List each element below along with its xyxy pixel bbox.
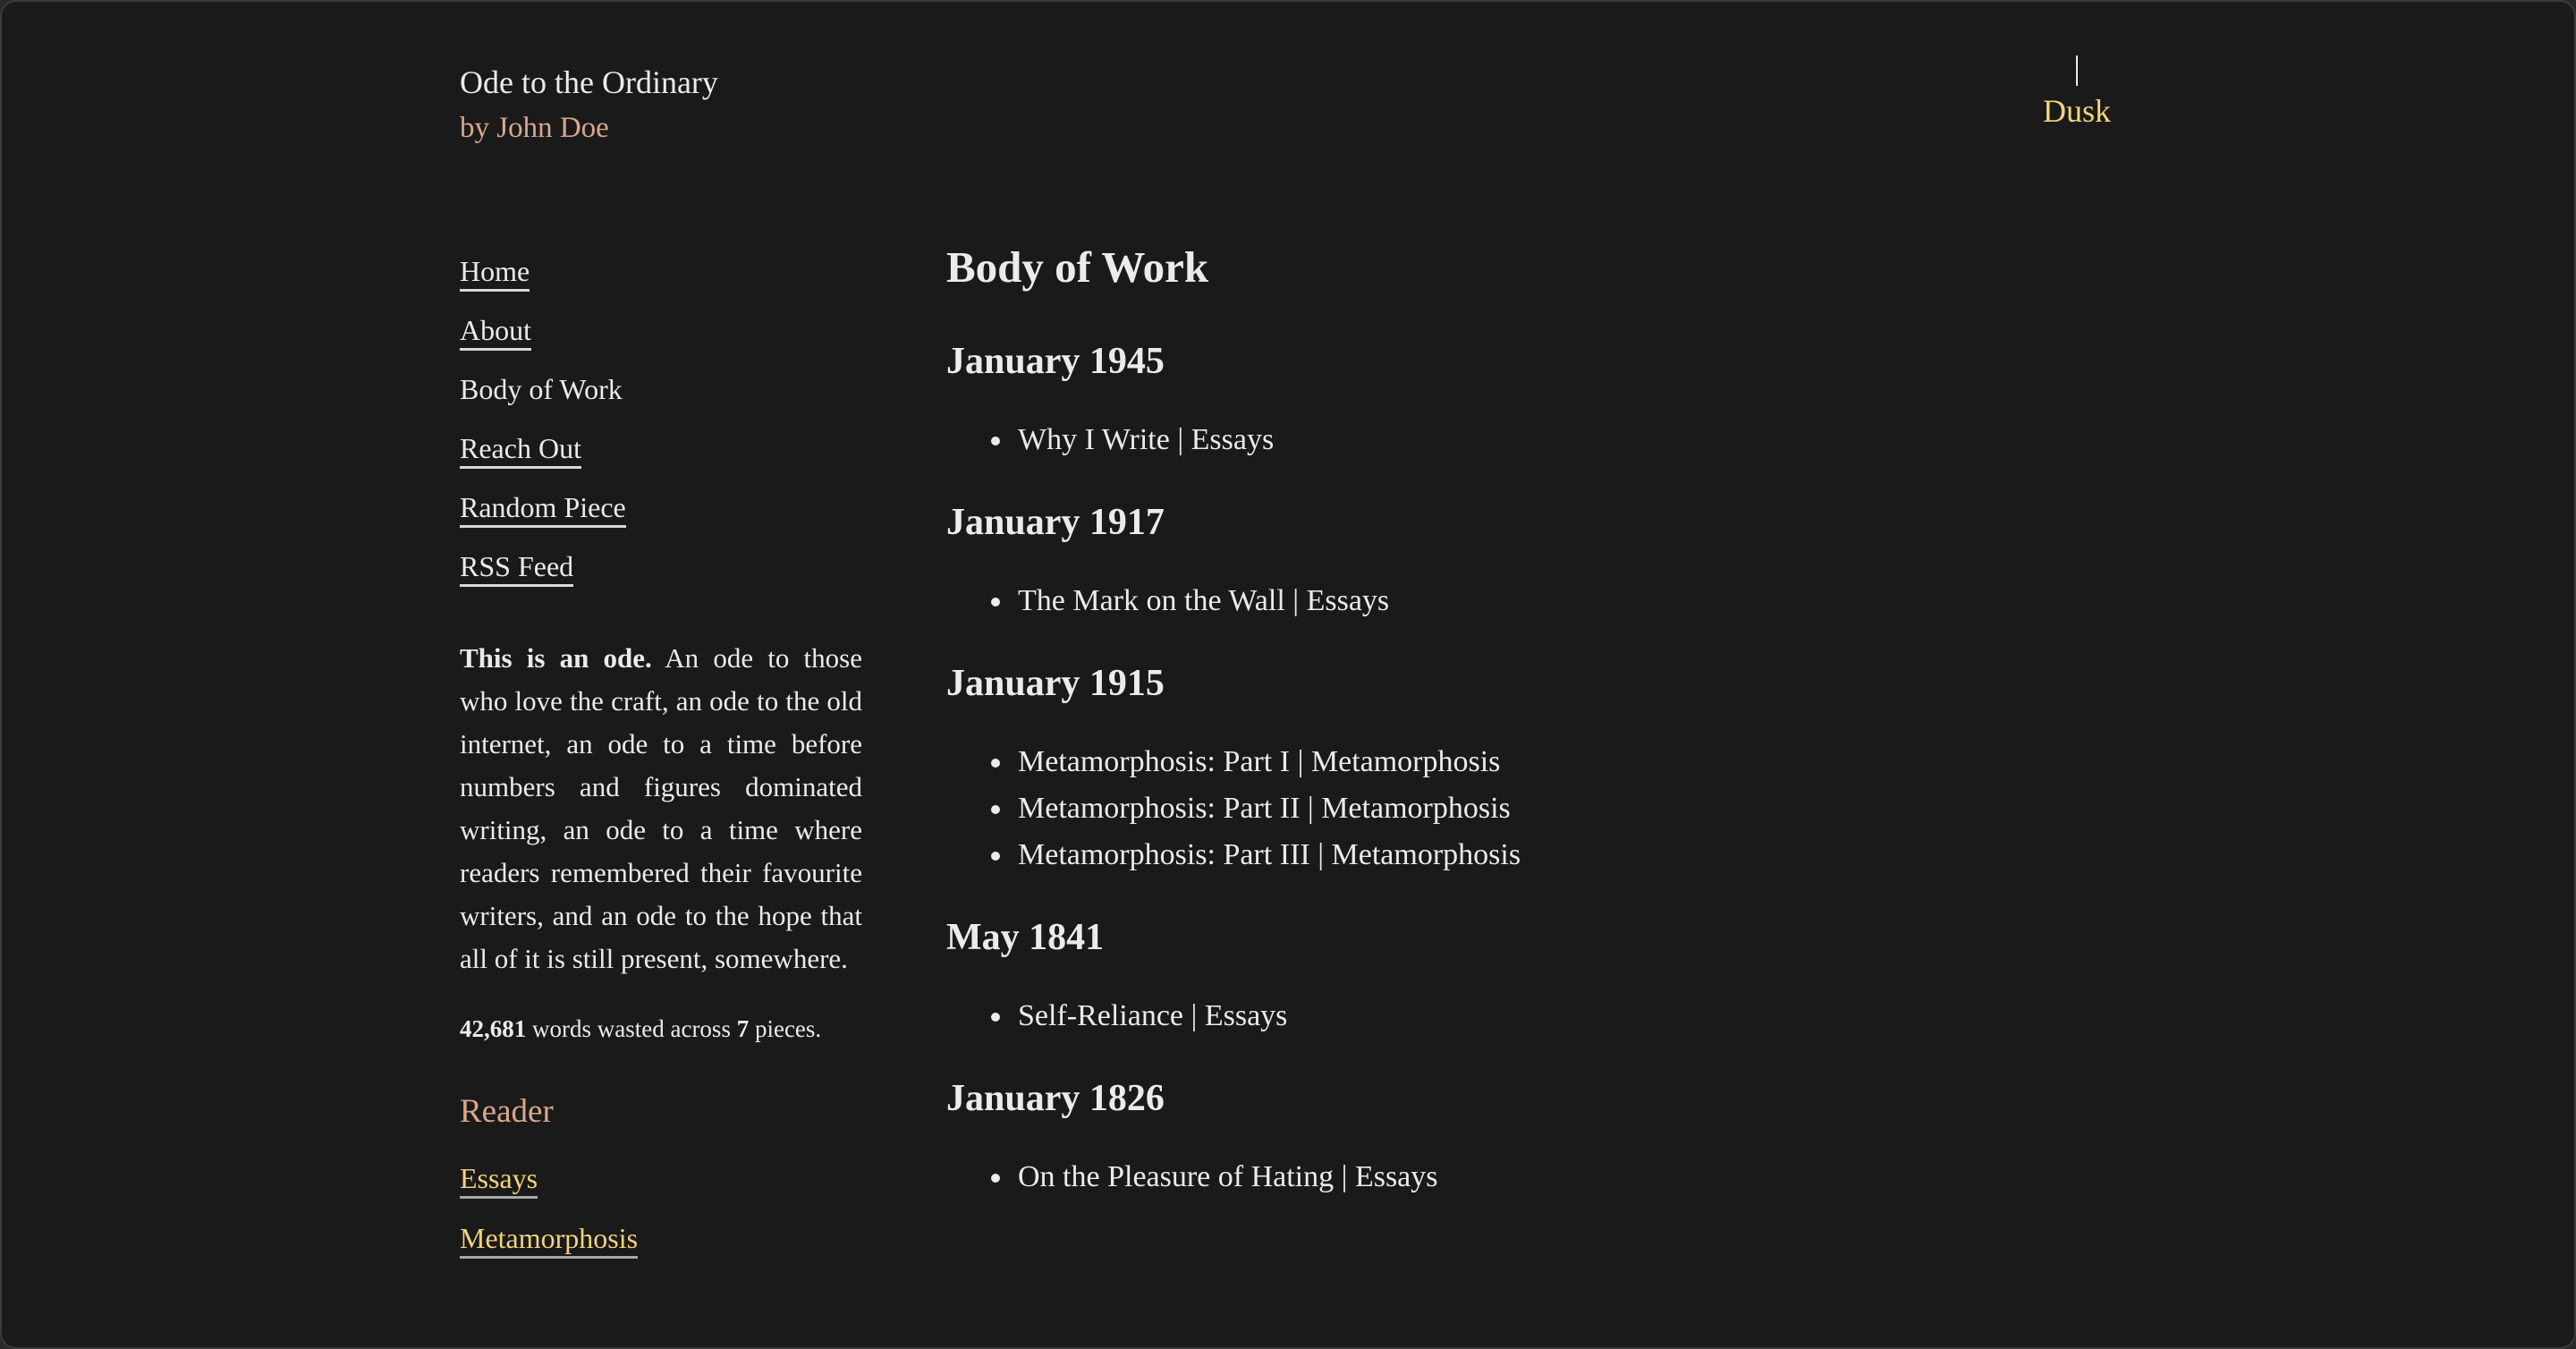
stats-suffix-text: pieces. (749, 1015, 822, 1042)
list-item (1018, 832, 2109, 878)
entry-list (946, 993, 2109, 1039)
list-item (1018, 739, 2109, 785)
sidebar (460, 247, 862, 1274)
nav-item-about (460, 306, 862, 365)
theme-toggle-button[interactable]: Dusk (2042, 93, 2111, 129)
list-item (1018, 785, 2109, 832)
entry-list (946, 417, 2109, 463)
reader-list (460, 1154, 862, 1274)
entry-list (946, 739, 2109, 878)
nav-link-body-of-work[interactable]: Body of Work (460, 373, 623, 405)
intro-text: An ode to those who love the craft, an ode to the old internet, an ode to a time before numbers and figures dominated writing, an ode to a time where readers remembered their favourite writers, and an ode to the hope that all of it is still present, somewhere. (460, 642, 862, 974)
entry-link[interactable]: Metamorphosis: Part III | Metamorphosis (1018, 838, 1521, 871)
intro-paragraph (460, 637, 862, 980)
entry-link[interactable]: On the Pleasure of Hating | Essays (1018, 1160, 1438, 1193)
date-group (946, 1072, 2109, 1201)
entry-link[interactable]: Why I Write | Essays (1018, 423, 1275, 456)
entry-link[interactable]: Metamorphosis: Part I | Metamorphosis (1018, 745, 1501, 778)
entry-link[interactable]: Self-Reliance | Essays (1018, 999, 1288, 1032)
date-heading: January 1917 (946, 502, 1165, 543)
date-heading: January 1826 (946, 1078, 1165, 1119)
nav-item-random-piece (460, 483, 862, 542)
list-item (1018, 993, 2109, 1039)
word-count: 42,681 (460, 1015, 527, 1042)
list-item (1018, 1154, 2109, 1201)
list-item (1018, 417, 2109, 463)
nav-menu (460, 247, 862, 601)
nav-item-reach-out (460, 424, 862, 483)
entry-list (946, 1154, 2109, 1201)
nav-link-home[interactable]: Home (460, 255, 530, 292)
reader-link-metamorphosis[interactable]: Metamorphosis (460, 1222, 638, 1259)
theme-divider (2076, 55, 2078, 86)
site-title[interactable]: Ode to the Ordinary (460, 64, 718, 100)
nav-link-about[interactable]: About (460, 314, 531, 351)
reader-item (460, 1154, 862, 1214)
site-author: by John Doe (460, 112, 609, 144)
reader-link-essays[interactable]: Essays (460, 1162, 538, 1199)
nav-item-body-of-work (460, 365, 862, 424)
nav-link-rss-feed[interactable]: RSS Feed (460, 550, 573, 587)
date-heading: January 1915 (946, 663, 1165, 704)
date-heading: January 1945 (946, 341, 1165, 382)
main-content (946, 236, 2109, 1201)
entry-list (946, 578, 2109, 624)
date-heading: May 1841 (946, 917, 1105, 958)
date-group (946, 911, 2109, 1039)
page-title: Body of Work (946, 242, 1209, 292)
reader-item (460, 1214, 862, 1274)
intro-lead: This is an ode. (460, 642, 652, 674)
nav-item-home (460, 247, 862, 306)
list-item (1018, 578, 2109, 624)
date-group (946, 657, 2109, 878)
stats-middle-text: words wasted across (526, 1015, 737, 1042)
reader-heading: Reader (460, 1093, 554, 1130)
nav-item-rss-feed (460, 542, 862, 601)
nav-link-reach-out[interactable]: Reach Out (460, 432, 581, 469)
piece-count: 7 (736, 1015, 750, 1042)
date-group (946, 496, 2109, 624)
word-stats (460, 1011, 862, 1047)
entry-link[interactable]: Metamorphosis: Part II | Metamorphosis (1018, 792, 1511, 825)
theme-switcher[interactable] (1996, 55, 2157, 145)
nav-link-random-piece[interactable]: Random Piece (460, 491, 626, 528)
date-group (946, 335, 2109, 463)
entry-link[interactable]: The Mark on the Wall | Essays (1018, 584, 1390, 617)
